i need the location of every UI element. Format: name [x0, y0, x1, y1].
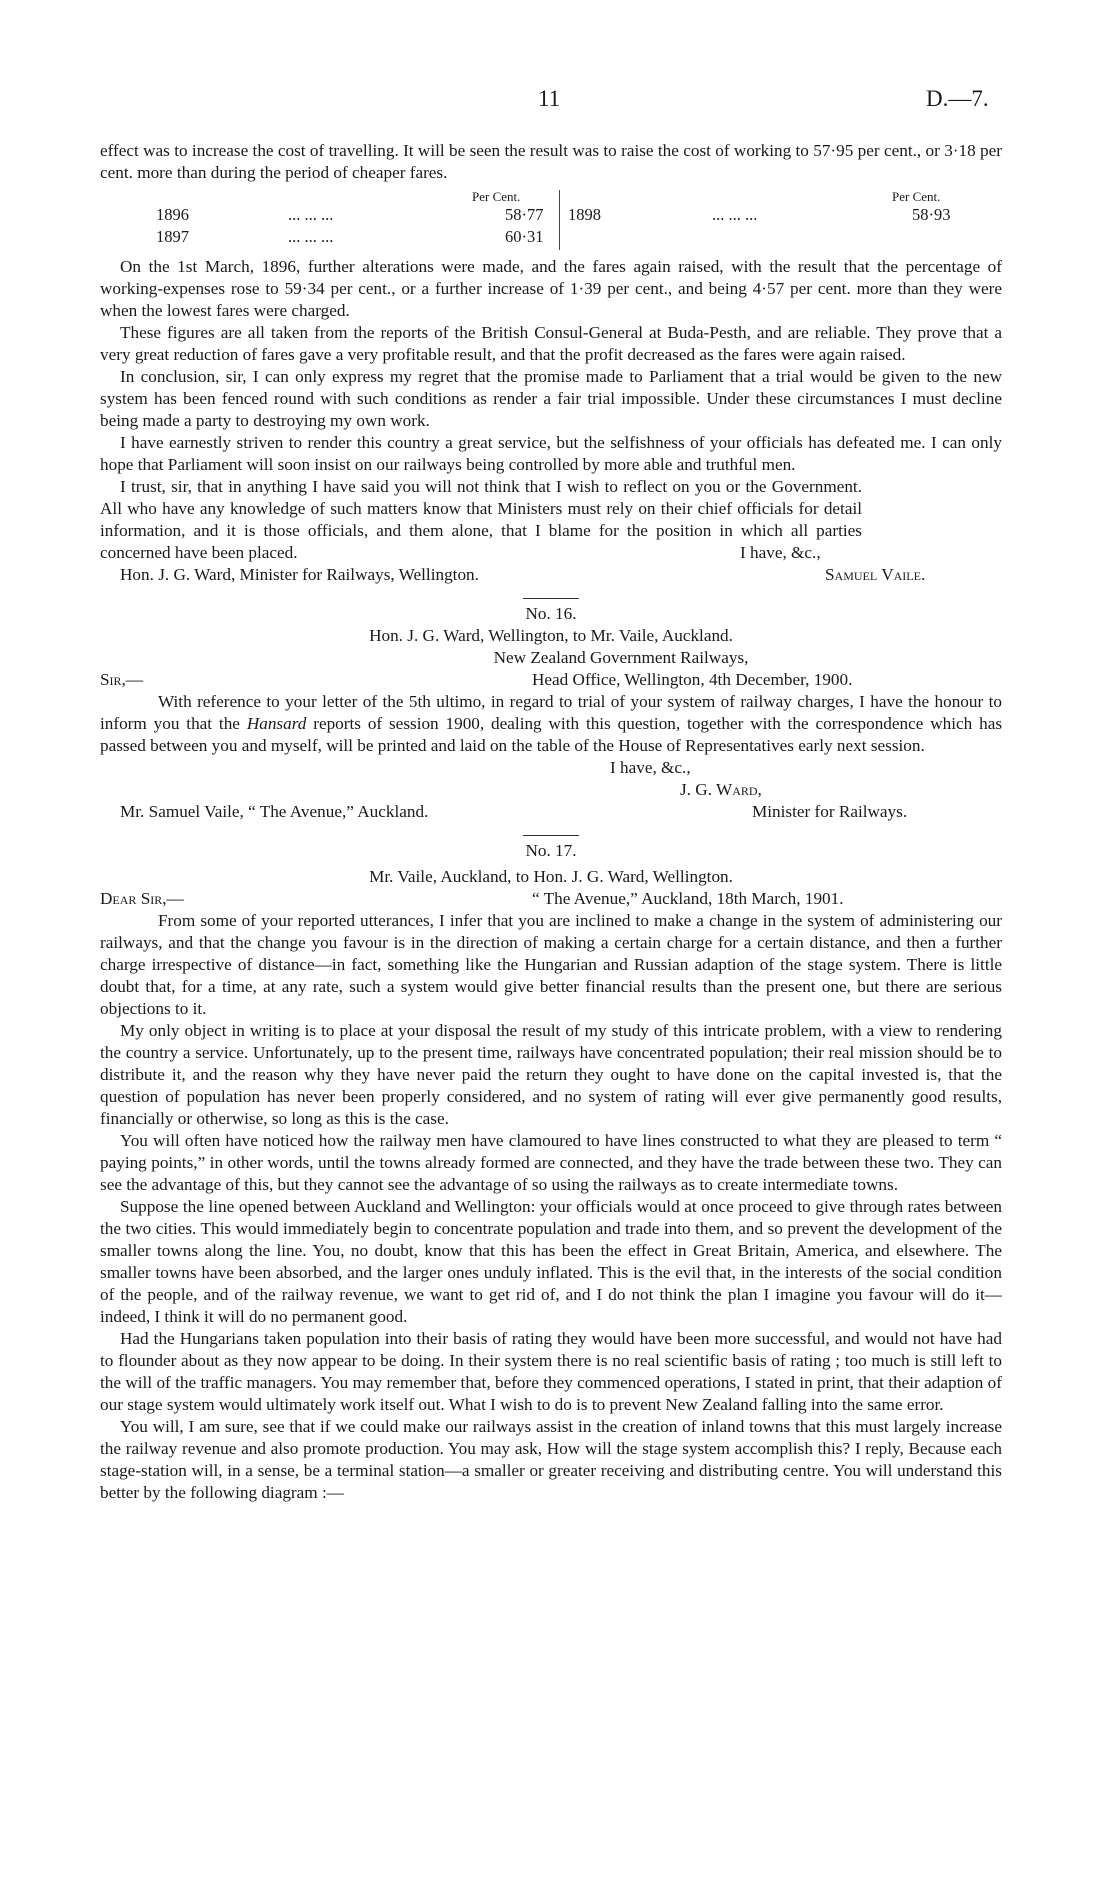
letter-body: Suppose the line opened between Auckland and Wellington: your officials would at once proceed to give through rates between the two cities. This would immediately begin to concentrate population and trade into them, and so prevent the development of the smaller towns along the line. You, no doubt, know that this has been the effect in Great Britain, America, and elsewhere. The smaller towns have been absorbed, and the larger ones unduly inflated. This is the evil that, in the interests of the social condition of the people, and of the railway revenue, we want to get rid of, and I do not think the plan I imagine you favour will do it—indeed, I think it will do no permanent good.	[100, 1197, 1002, 1326]
section-rule	[523, 835, 579, 836]
opening-paragraph: effect was to increase the cost of travelling. It will be seen the result was to raise the cost of working to 57·95 per cent., or 3·18 per cent. more than during the period of cheaper fares.	[100, 141, 1002, 182]
letter-body: You will, I am sure, see that if we could make our railways assist in the creation of inland towns that this must largely increase the railway revenue and also promote production. You may ask, How will the stage system accomplish this? I reply, Because each stage-station will, in a sense, be a terminal station—a smaller or greater receiving and distributing centre. You will understand this better by the following diagram :—	[100, 1417, 1002, 1502]
letter-heading: Hon. J. G. Ward, Wellington, to Mr. Vaile, Auckland.	[369, 626, 733, 645]
table-value: 58·77	[505, 205, 544, 224]
table-divider	[559, 190, 560, 250]
table-leader-dots: ... ... ...	[712, 205, 758, 224]
body-paragraph: On the 1st March, 1896, further alterations were made, and the fares again raised, with the result that the percentage of working-expenses rose to 59·34 per cent., or a further increase of 1·39 per cent., and being 4·57 per cent. more than they were when the lowest fares were charged.	[100, 257, 1002, 320]
letter-body: You will often have noticed how the railway men have clamoured to have lines constructed to what they are pleased to term “ paying points,” in other words, until the towns already formed are connected, and they have the trade between these two. They can see the advantage of this, but they cannot see the advantage of so using the railways as to create intermediate towns.	[100, 1131, 1002, 1194]
page-header	[0, 86, 1114, 120]
addressee-line: Hon. J. G. Ward, Minister for Railways, Wellington.	[120, 565, 479, 584]
dateline: “ The Avenue,” Auckland, 18th March, 1901.	[532, 889, 844, 908]
table-year: 1898	[568, 205, 601, 224]
salutation-row	[100, 888, 1002, 910]
signature: Samuel Vaile.	[825, 565, 926, 584]
salutation-row	[100, 669, 1002, 691]
table-value: 60·31	[505, 227, 544, 246]
body-paragraph: I trust, sir, that in anything I have said you will not think that I wish to reflect on you or the Government. All who have any knowledge of such matters know that Ministers must rely on their chief officials for detail information, and it is those officials, and them alone, that I blame for the position in which all parties concerned have been placed.	[100, 477, 862, 562]
percent-header-right: Per Cent.	[892, 189, 941, 204]
signature-title: Minister for Railways.	[752, 802, 908, 821]
body-text: With reference to your letter of the 5th ultimo, in regard to trial of your system of railway charges, I have the honour to inform you that the	[100, 692, 1002, 733]
addressee-line: Mr. Samuel Vaile, “ The Avenue,” Auckland.	[120, 802, 429, 821]
table-leader-dots: ... ... ...	[288, 205, 334, 224]
letter-16	[100, 598, 1002, 823]
percent-table	[100, 186, 1002, 254]
table-value: 58·93	[912, 205, 951, 224]
letter-body	[100, 691, 1002, 757]
letter-17	[100, 835, 1002, 1504]
body-paragraph: I have earnestly striven to render this country a great service, but the selfishness of your officials has defeated me. I can only hope that Parliament will soon insist on our railways being controlled by more able and truthful men.	[100, 433, 1002, 474]
body-paragraph: These figures are all taken from the reports of the British Consul-General at Buda-Pesth, and are reliable. They prove that a very great reduction of fares gave a very profitable result, and that the profit decreased as the fares were again raised.	[100, 323, 1002, 364]
letter-org: New Zealand Government Railways,	[493, 648, 749, 667]
closing-phrase: I have, &c.,	[610, 758, 691, 777]
closing-phrase: I have, &c.,	[740, 543, 821, 562]
body-text: reports of session 1900, dealing with this question, together with the correspondence which has passed between you and myself, will be printed and laid on the table of the House of Representatives early next session.	[100, 714, 1003, 755]
table-year: 1897	[156, 227, 189, 246]
table-year: 1896	[156, 205, 189, 224]
percent-header-left: Per Cent.	[472, 189, 521, 204]
signature: J. G. Ward,	[680, 780, 762, 799]
letter-body: Had the Hungarians taken population into their basis of rating they would have been more successful, and would not have had to flounder about as they now appear to be doing. In their system there is no real scientific basis of rating ; too much is still left to the will of the traffic managers. You may remember that, before they commenced operations, I stated in print, that their adaption of our stage system would ultimately work itself out. What I wish to do is to prevent New Zealand falling into the same error.	[100, 1329, 1002, 1414]
letter-body: From some of your reported utterances, I infer that you are inclined to make a change in the system of administering our railways, and that the change you favour is in the direction of making a certain charge for a certain distance, and then a further charge irrespective of distance—in fact, something like the Hungarian and Russian adaption of the stage system. There is little doubt that, for a time, at any rate, such a system would give better financial results than the present one, but there are serious objections to it.	[100, 911, 1002, 1018]
letter-heading: Mr. Vaile, Auckland, to Hon. J. G. Ward, Wellington.	[369, 867, 733, 886]
page-body	[100, 140, 1002, 1504]
closing-block	[100, 542, 1002, 586]
letter-body: My only object in writing is to place at your disposal the result of my study of this intricate problem, with a view to rendering the country a service. Unfortunately, up to the present time, railways have concentrated population; their real mission should be to distribute it, and the reason why they have never paid the return they ought to have done on the capital invested is, that the question of population has never been properly considered, and no system of rating will ever give permanently good results, financially or otherwise, so long as this is the case.	[100, 1021, 1002, 1128]
document-reference: D.—7.	[926, 86, 989, 111]
italic-title: Hansard	[246, 714, 307, 733]
table-leader-dots: ... ... ...	[288, 227, 334, 246]
salutation: Dear Sir,—	[100, 889, 184, 908]
page-number: 11	[538, 86, 561, 111]
section-rule	[523, 598, 579, 599]
dateline: Head Office, Wellington, 4th December, 1900.	[532, 670, 853, 689]
letter-number: No. 16.	[525, 604, 577, 623]
salutation: Sir,—	[100, 670, 144, 689]
letter-number: No. 17.	[525, 841, 577, 860]
closing-block	[100, 757, 1002, 823]
body-paragraph: In conclusion, sir, I can only express my regret that the promise made to Parliament that a trial would be given to the new system has been fenced round with such conditions as render a fair trial impossible. Under these circumstances I must decline being made a party to destroying my own work.	[100, 367, 1002, 430]
